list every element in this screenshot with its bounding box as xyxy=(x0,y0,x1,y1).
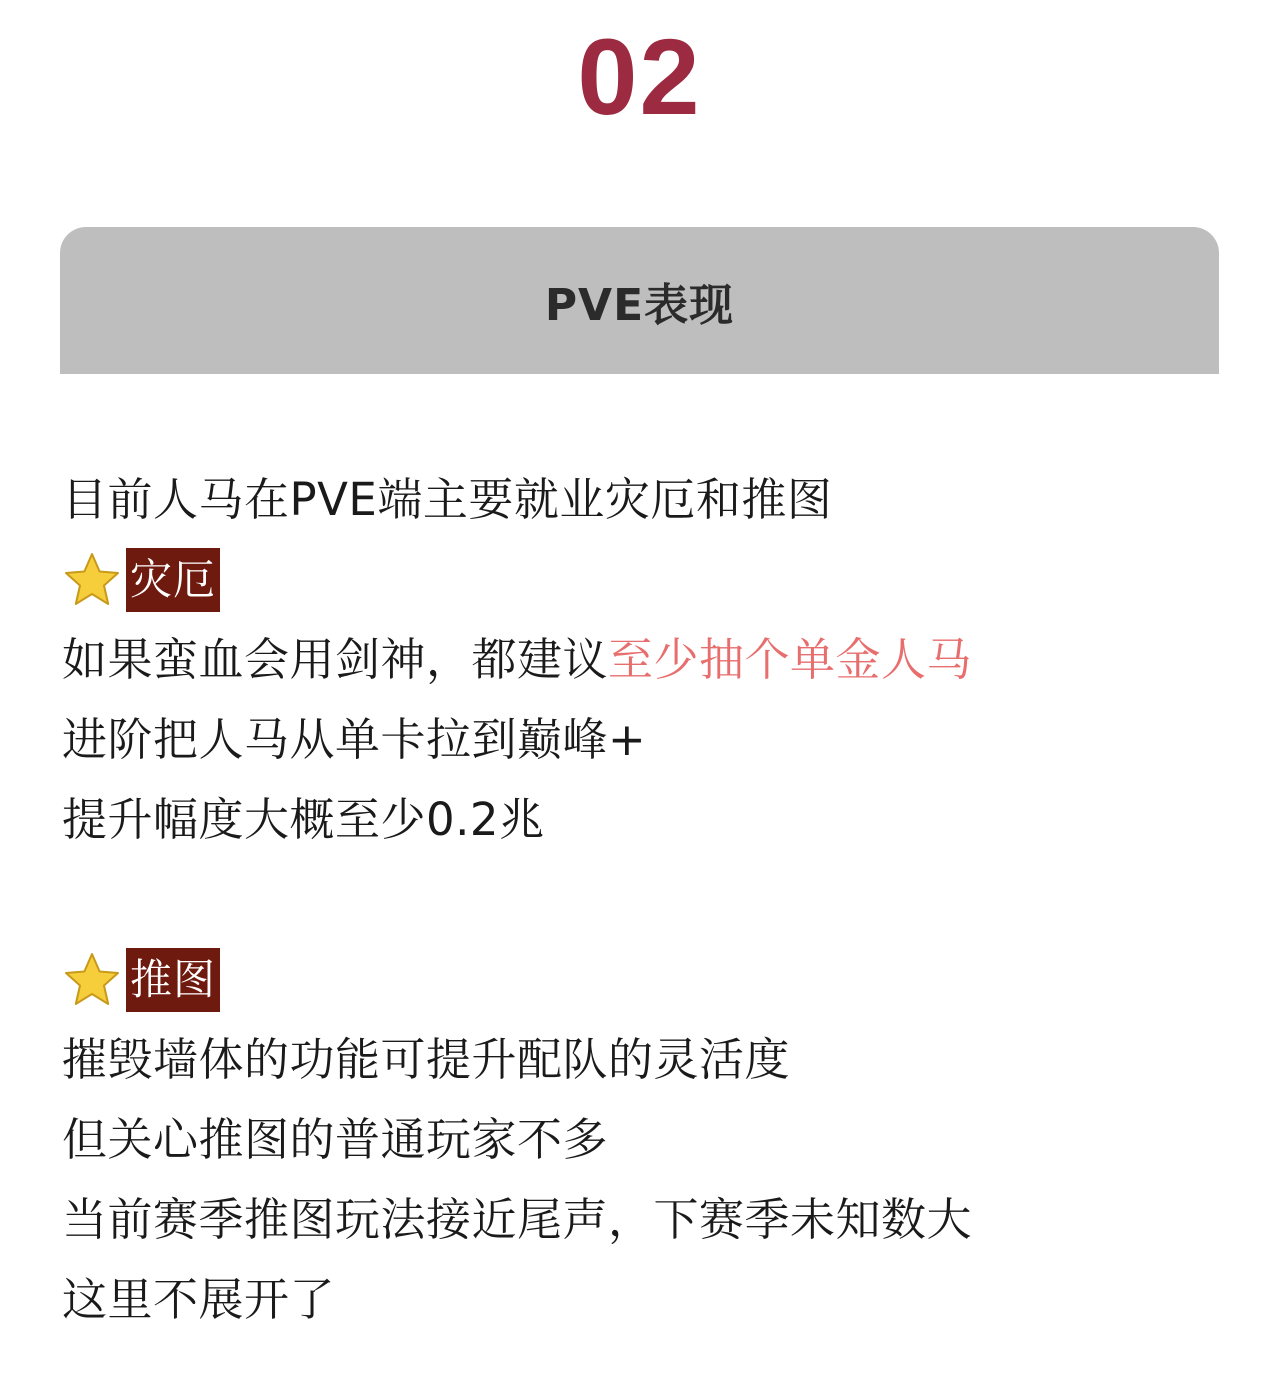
section-number: 02 xyxy=(577,16,702,137)
intro-line: 目前人马在PVE端主要就业灾厄和推图 xyxy=(62,473,833,526)
section-title: PVE表现 xyxy=(544,279,735,331)
highlighted-text: 至少抽个单金人马 xyxy=(608,633,973,686)
paragraph-line: 这里不展开了 xyxy=(62,1273,336,1326)
spacer xyxy=(62,860,1242,940)
paragraph-line: 当前赛季推图玩法接近尾声，下赛季未知数大 xyxy=(62,1193,973,1246)
paragraph-line: 进阶把人马从单卡拉到巅峰+ xyxy=(62,713,647,766)
tag-disaster: 灾厄 xyxy=(126,548,220,612)
subheading-push-map xyxy=(62,940,1242,1020)
star-icon xyxy=(62,550,122,610)
paragraph-line: 摧毁墙体的功能可提升配队的灵活度 xyxy=(62,1033,791,1086)
section-header-banner xyxy=(60,227,1219,374)
paragraph-line xyxy=(62,620,1242,700)
tag-push-map: 推图 xyxy=(126,948,220,1012)
article-body xyxy=(62,460,1242,1340)
paragraph-text: 如果蛮血会用剑神，都建议 xyxy=(62,633,609,686)
star-icon xyxy=(62,950,122,1010)
paragraph-line: 提升幅度大概至少0.2兆 xyxy=(62,793,545,846)
paragraph-line: 但关心推图的普通玩家不多 xyxy=(62,1113,609,1166)
subheading-disaster xyxy=(62,540,1242,620)
